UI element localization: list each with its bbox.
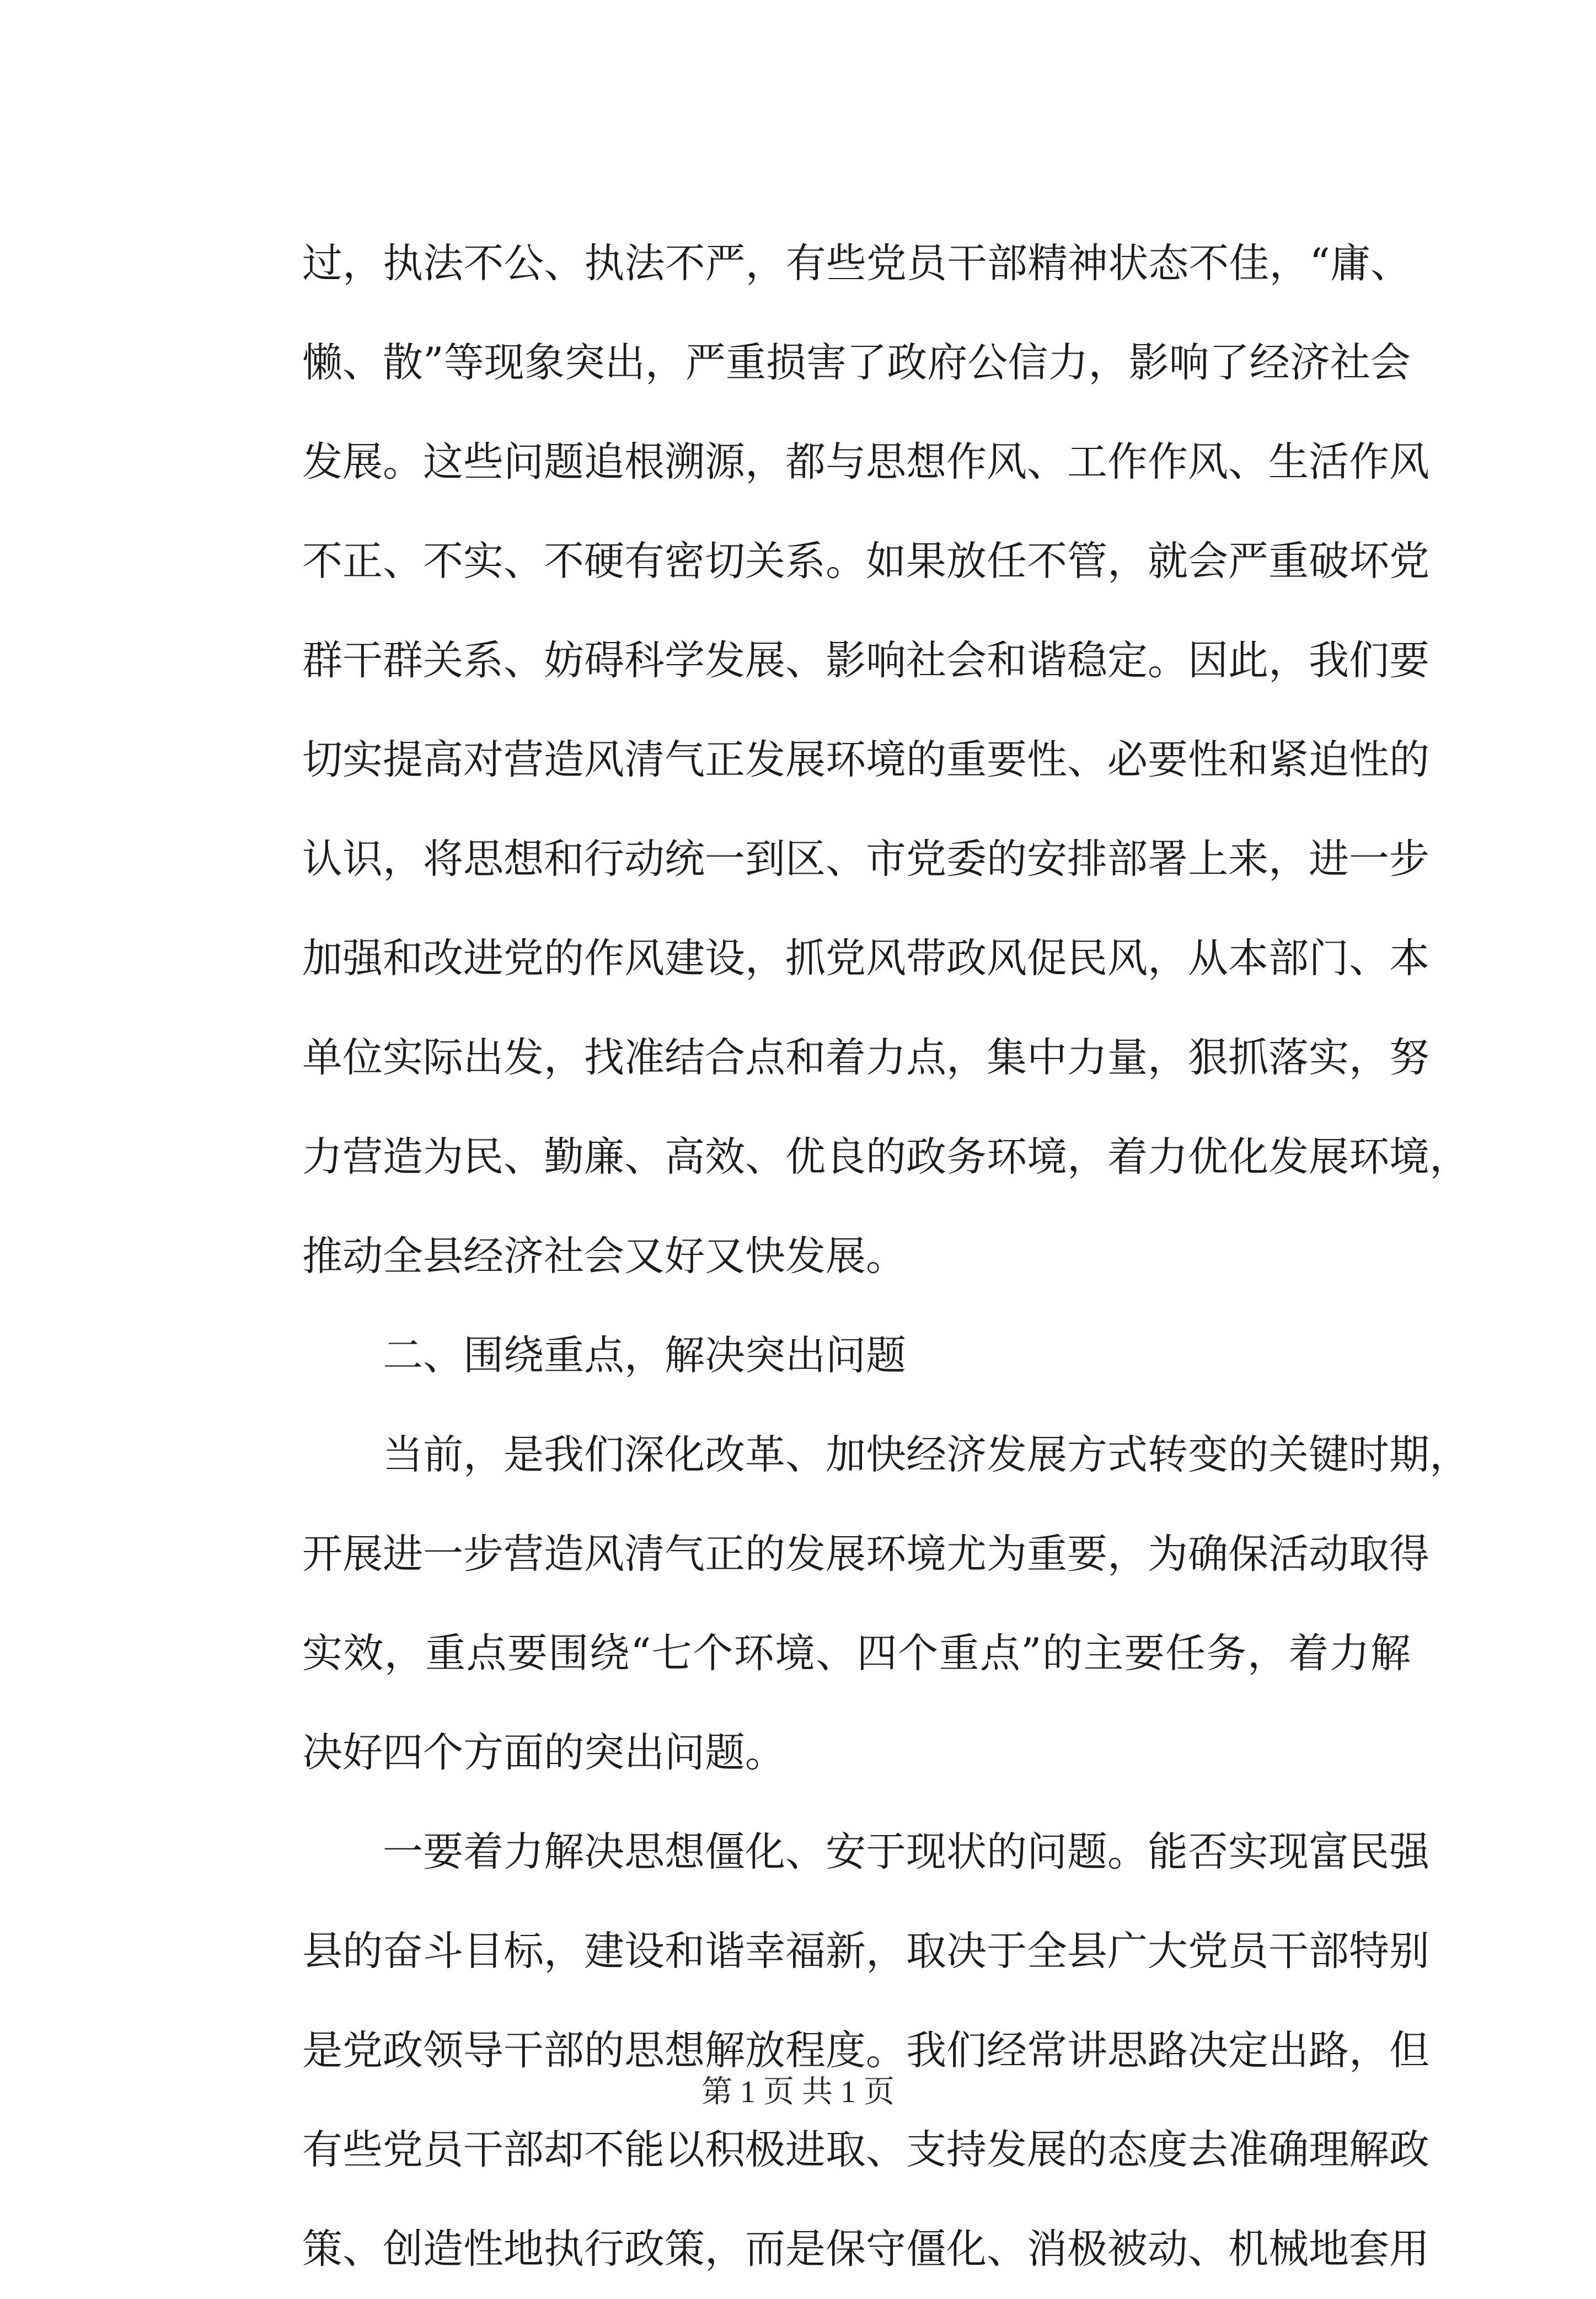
text-line: 县的奋斗目标，建设和谐幸福新，取决于全县广大党员干部特别	[302, 1928, 1429, 1975]
text-line: 懒、散”等现象突出，严重损害了政府公信力，影响了经济社会	[302, 339, 1411, 386]
text-line: 策、创造性地执行政策，而是保守僵化、消极被动、机械地套用	[302, 2226, 1429, 2273]
body-text	[302, 214, 1470, 2299]
text-line: 推动全县经济社会又好又快发展。	[302, 1233, 906, 1280]
text-line: 单位实际出发，找准结合点和着力点，集中力量，狠抓落实，努	[302, 1034, 1429, 1081]
text-line: 开展进一步营造风清气正的发展环境尤为重要，为确保活动取得	[302, 1531, 1429, 1578]
text-line: 切实提高对营造风清气正发展环境的重要性、必要性和紧迫性的	[302, 736, 1429, 783]
text-line: 不正、不实、不硬有密切关系。如果放任不管，就会严重破坏党	[302, 538, 1429, 585]
page-footer: 第 1 页 共 1 页	[701, 2075, 895, 2109]
text-line: 是党政领导干部的思想解放程度。我们经常讲思路决定出路，但	[302, 2027, 1429, 2074]
text-line: 群干群关系、妨碍科学发展、影响社会和谐稳定。因此，我们要	[302, 637, 1429, 684]
text-line: 认识，将思想和行动统一到区、市党委的安排部署上来，进一步	[302, 836, 1429, 883]
text-line: 当前，是我们深化改革、加快经济发展方式转变的关键时期，	[383, 1431, 1470, 1478]
text-line: 发展。这些问题追根溯源，都与思想作风、工作作风、生活作风	[302, 439, 1429, 485]
text-line: 加强和改进党的作风建设，抓党风带政风促民风，从本部门、本	[302, 935, 1429, 982]
text-line: 有些党员干部却不能以积极进取、支持发展的态度去准确理解政	[302, 2126, 1429, 2173]
text-line: 二、围绕重点，解决突出问题	[383, 1332, 906, 1379]
text-line: 一要着力解决思想僵化、安于现状的问题。能否实现富民强	[383, 1828, 1429, 1875]
text-line: 决好四个方面的突出问题。	[302, 1729, 785, 1776]
text-line: 过，执法不公、执法不严，有些党员干部精神状态不佳，“庸、	[302, 240, 1411, 287]
text-line: 实效，重点要围绕“七个环境、四个重点”的主要任务，着力解	[302, 1630, 1411, 1677]
text-line: 力营造为民、勤廉、高效、优良的政务环境，着力优化发展环境，	[302, 1134, 1470, 1180]
